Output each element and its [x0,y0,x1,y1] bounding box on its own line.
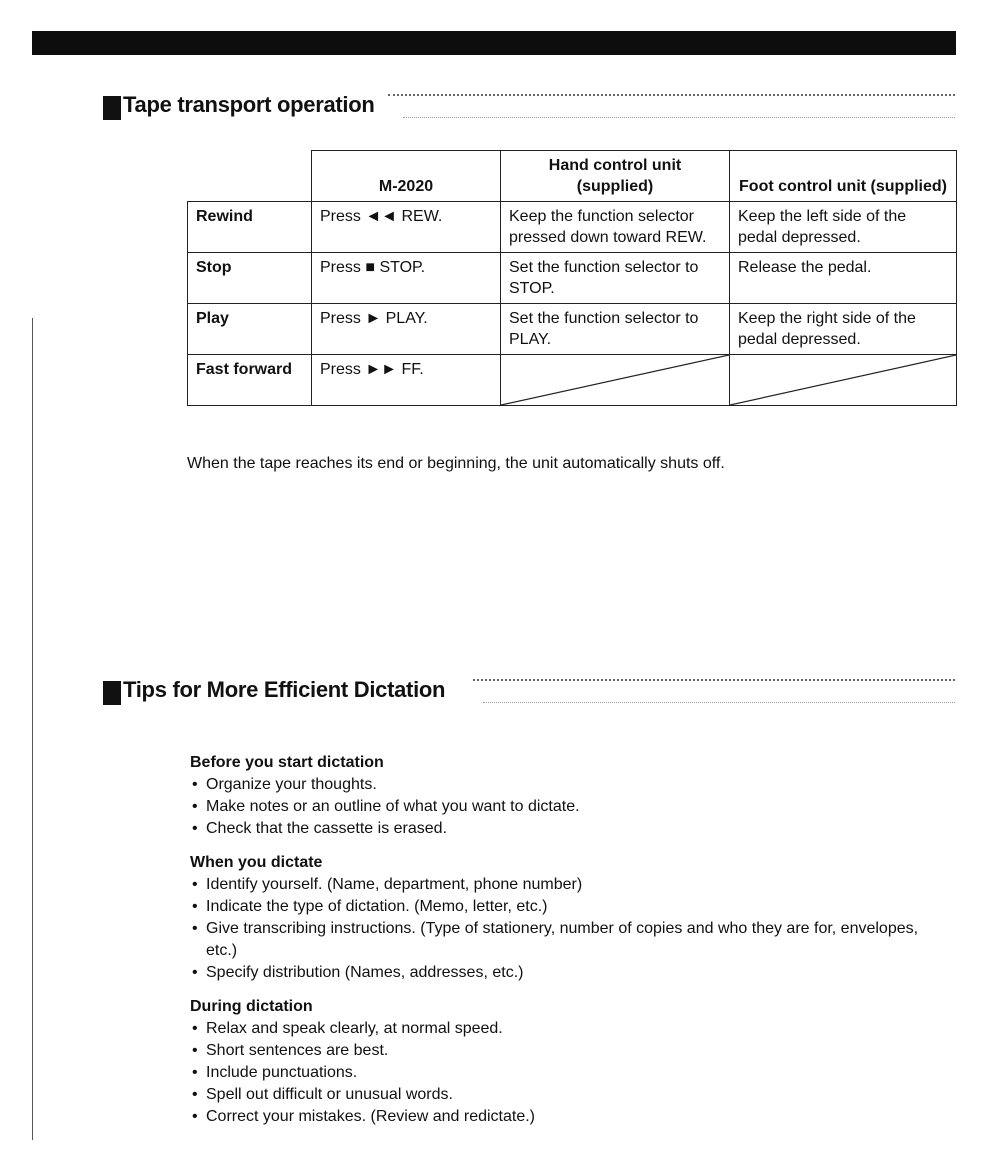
cell-m2020: Press ► PLAY. [312,304,501,355]
list-item: • Short sentences are best. [190,1040,950,1062]
page-header-bar [32,31,956,55]
cell-m2020: Press ■ STOP. [312,253,501,304]
list-item: • Check that the cassette is erased. [190,818,950,840]
margin-rule [32,318,33,1140]
row-label-stop: Stop [188,253,312,304]
bullet-list [190,1018,950,1128]
tape-operation-table [187,150,957,406]
list-item: • Relax and speak clearly, at normal speed. [190,1018,950,1040]
list-item: • Specify distribution (Names, addresses, etc.) [190,962,950,984]
row-label-rewind: Rewind [188,202,312,253]
cell-foot: Keep the left side of the pedal depressed. [730,202,957,253]
tips-subheading: During dictation [190,998,313,1015]
tips-group-during [190,996,950,1128]
heading-rule [473,679,955,681]
list-item: • Spell out difficult or unusual words. [190,1084,950,1106]
bullet-list [190,774,950,840]
heading-rule [388,94,955,96]
auto-shutoff-note: When the tape reaches its end or beginning, the unit automatically shuts off. [187,455,725,472]
list-item: • Indicate the type of dictation. (Memo, letter, etc.) [190,896,950,918]
table-header-hand: Hand control unit (supplied) [501,151,730,202]
bullet-list [190,874,950,984]
tips-subheading: Before you start dictation [190,754,384,771]
list-item: • Give transcribing instructions. (Type of stationery, number of copies and who they are for, envelopes, etc.) [190,918,950,962]
cell-hand-not-applicable [501,355,730,406]
heading-rule-lower [483,702,955,703]
section-heading-tips [103,677,955,707]
cell-hand: Set the function selector to STOP. [501,253,730,304]
table-header-row [188,151,957,202]
table-row [188,304,957,355]
dictation-tips [190,752,950,1140]
heading-marker [103,681,121,705]
cell-hand: Set the function selector to PLAY. [501,304,730,355]
row-label-fast-forward: Fast forward [188,355,312,406]
list-item: • Organize your thoughts. [190,774,950,796]
table-header-foot: Foot control unit (supplied) [730,151,957,202]
table-row [188,202,957,253]
table-header-m2020: M-2020 [312,151,501,202]
cell-foot: Keep the right side of the pedal depressed. [730,304,957,355]
list-item: • Make notes or an outline of what you want to dictate. [190,796,950,818]
cell-foot: Release the pedal. [730,253,957,304]
diagonal-strike [730,355,956,405]
list-item: • Include punctuations. [190,1062,950,1084]
diagonal-strike [501,355,729,405]
section-title-tips: Tips for More Efficient Dictation [123,677,446,702]
tips-group-when [190,852,950,984]
table-row [188,355,957,406]
row-label-play: Play [188,304,312,355]
tips-group-before [190,752,950,840]
cell-m2020: Press ►► FF. [312,355,501,406]
list-item: • Correct your mistakes. (Review and redictate.) [190,1106,950,1128]
cell-m2020: Press ◄◄ REW. [312,202,501,253]
heading-rule-lower [403,117,955,118]
list-item: • Identify yourself. (Name, department, phone number) [190,874,950,896]
section-title-tape: Tape transport operation [123,92,375,117]
heading-marker [103,96,121,120]
table-row [188,253,957,304]
table-header-blank [188,151,312,202]
tips-subheading: When you dictate [190,854,323,871]
cell-hand: Keep the function selector pressed down toward REW. [501,202,730,253]
section-heading-tape [103,92,955,122]
cell-foot-not-applicable [730,355,957,406]
